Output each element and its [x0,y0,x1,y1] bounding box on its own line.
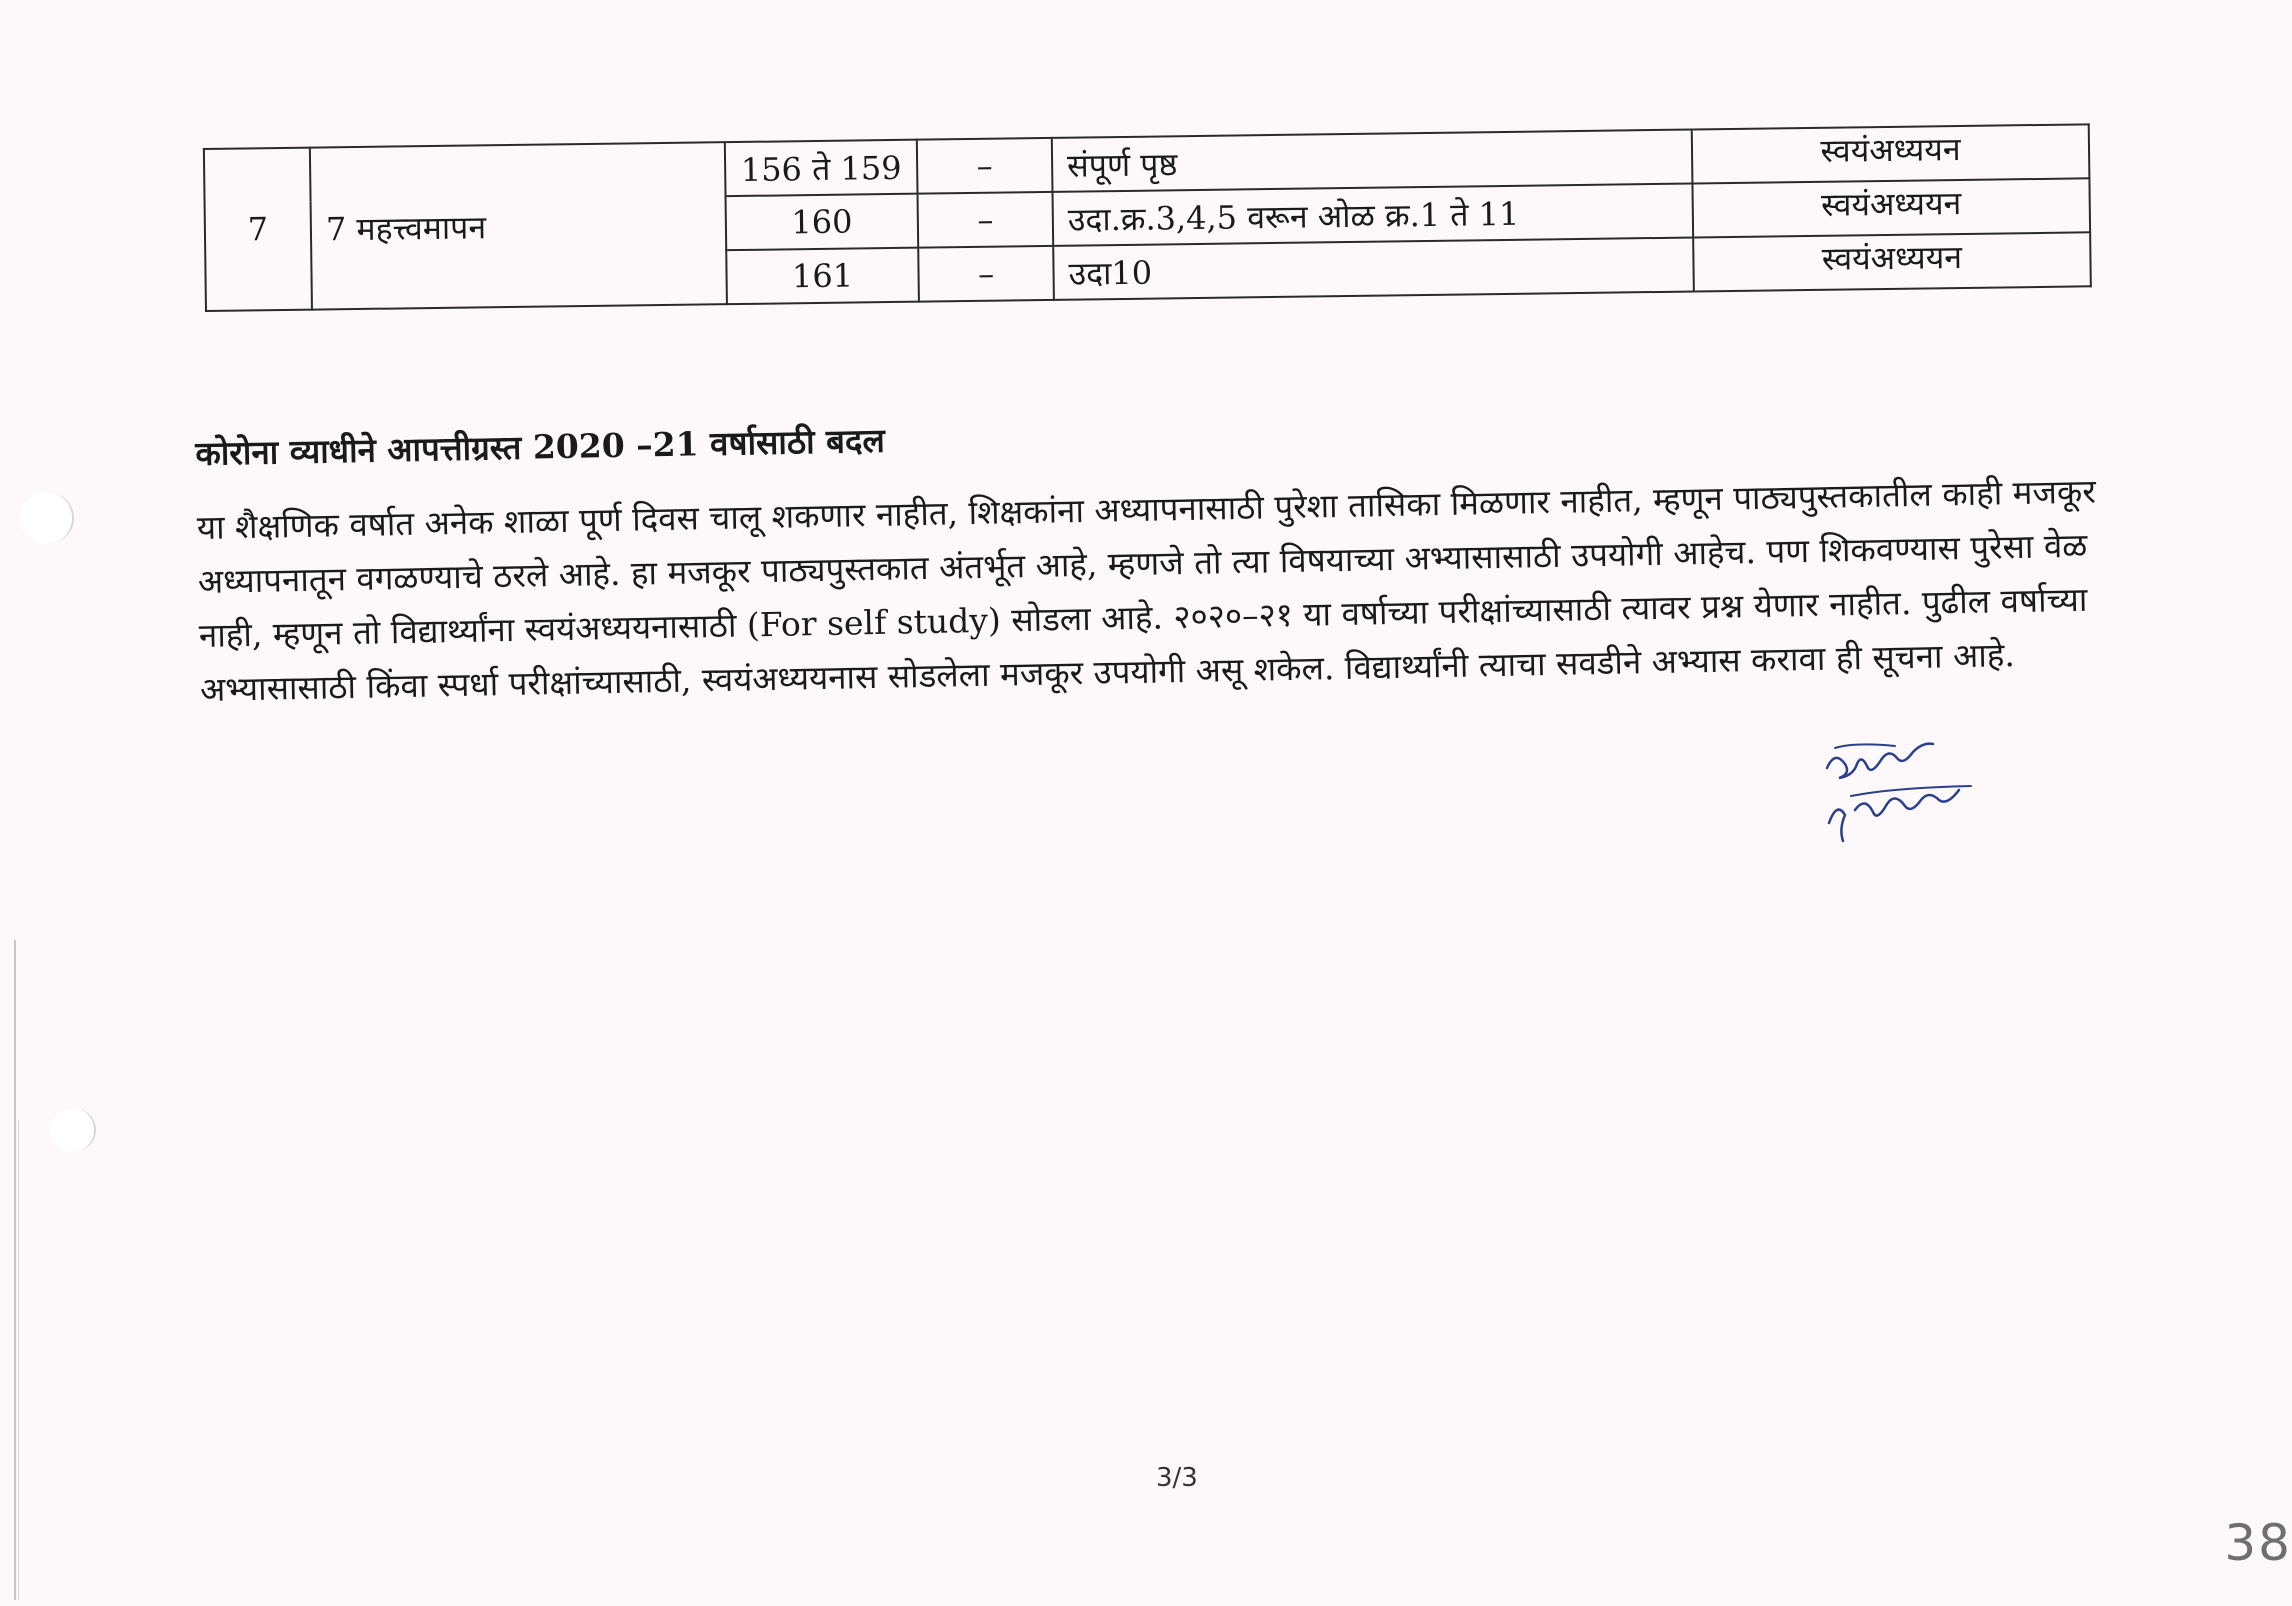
dash-cell: – [918,246,1054,302]
syllabus-table [203,123,2092,312]
page-number: 3/3 [1156,1463,1198,1493]
study-note-cell: स्वयंअध्ययन [1692,178,2090,237]
study-note-cell: स्वयंअध्ययन [1693,232,2091,291]
page-stamp-number: 38 [2224,1514,2292,1572]
page-cell: 156 ते 159 [725,140,918,197]
syllabus-table-container [203,123,2090,312]
content-cell: उदा.क्र.3,4,5 वरून ओळ क्र.1 ते 11 [1053,184,1694,246]
content-cell: संपूर्ण पृष्ठ [1052,130,1693,192]
scan-edge [14,940,16,1600]
handwritten-signature [1815,728,1995,848]
page-cell: 160 [726,194,919,251]
page-cell: 161 [726,248,919,305]
study-note-cell: स्वयंअध्ययन [1692,124,2090,183]
punch-hole [50,1108,96,1152]
dash-cell: – [918,192,1054,248]
notice-section [195,393,2120,717]
punch-hole [20,492,74,544]
scan-edge [18,1120,19,1600]
notice-paragraph-line: या शैक्षणिक वर्षात अनेक शाळा पूर्ण दिवस चालू शकणार नाहीत, शिक्षकांना अध्यापनासाठी पुरेशा तासिका मिळणार नाहीत, म्हणून पाठ्यपुस्तकातील काही मजकूर [196,471,2097,547]
chapter-title-cell: 7 महत्त्वमापन [310,142,727,309]
notice-paragraph-line: नाही, म्हणून तो विद्यार्थ्यांना स्वयंअध्ययनासाठी (For self study) सोडला आहे. २०२०–२१ या वर्षाच्या परीक्षांच्यासाठी त्यावर प्रश्न येणार नाहीत. पुढील वर्षाच्या [198,579,2088,655]
notice-paragraph-line: अभ्यासासाठी किंवा स्पर्धा परीक्षांच्यासाठी, स्वयंअध्ययनास सोडलेला मजकूर उपयोगी असू शकेल. विद्यार्थ्यांनी त्याचा सवडीने अभ्यास करावा ही सूचना आहे. [199,635,2016,709]
chapter-number-cell: 7 [204,148,312,311]
dash-cell: – [917,138,1053,194]
notice-heading: कोरोना व्याधीने आपत्तीग्रस्त 2020 –21 वर्षासाठी बदल [195,420,886,473]
notice-paragraph-line: अध्यापनातून वगळण्याचे ठरले आहे. हा मजकूर पाठ्यपुस्तकात अंतर्भूत आहे, म्हणजे तो त्या विषयाच्या अभ्यासासाठी उपयोगी आहेच. पण शिकवण्यास पुरेसा वेळ [197,525,2088,601]
content-cell: उदा10 [1053,238,1694,300]
